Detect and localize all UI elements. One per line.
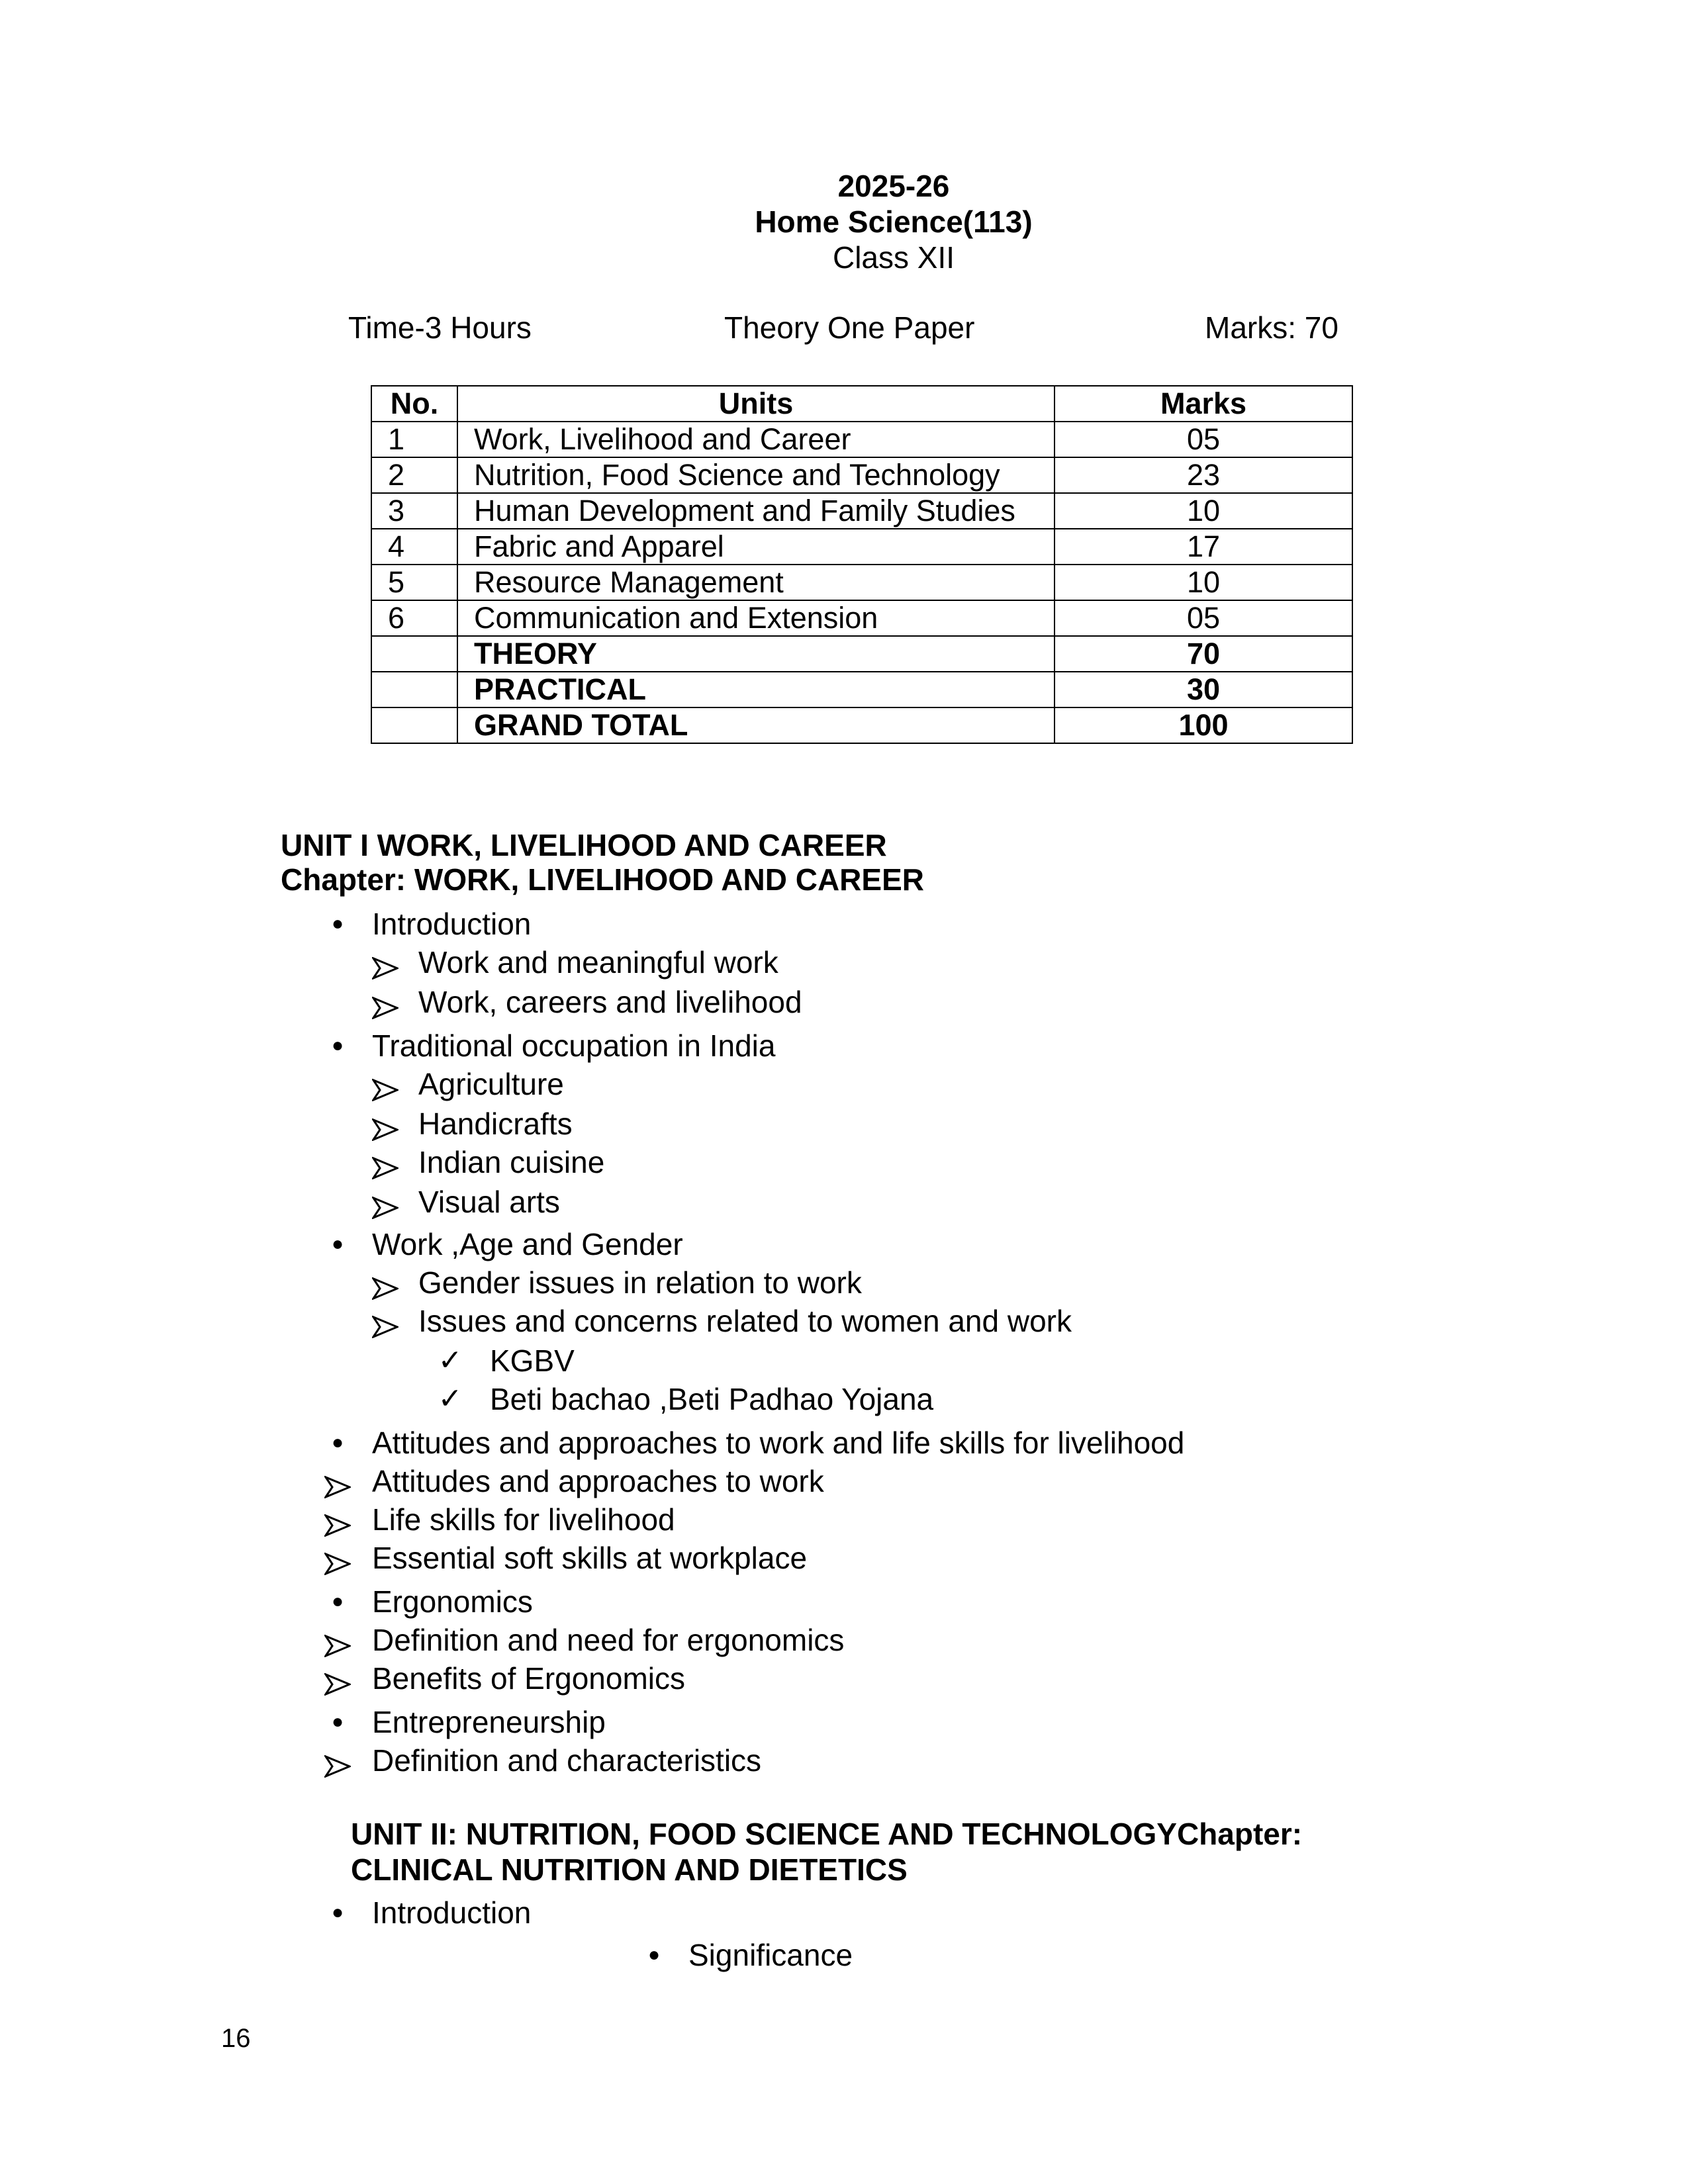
table-row bbox=[371, 457, 1352, 493]
table-row bbox=[371, 529, 1352, 565]
row-unit: Fabric and Apparel bbox=[457, 529, 1055, 565]
arrow-bullet-icon bbox=[372, 990, 399, 1027]
row-marks: 23 bbox=[1055, 457, 1352, 493]
arrow-bullet-icon bbox=[372, 1190, 399, 1227]
arrow-bullet-icon bbox=[372, 1112, 399, 1149]
row-marks: 17 bbox=[1055, 529, 1352, 565]
arrow-bullet-icon bbox=[372, 1309, 399, 1346]
row-marks: 10 bbox=[1055, 565, 1352, 600]
row-marks: 05 bbox=[1055, 600, 1352, 636]
paper-type: Theory One Paper bbox=[724, 310, 975, 345]
list-item-text: Indian cuisine bbox=[418, 1145, 605, 1179]
unit2-title-line2: CLINICAL NUTRITION AND DIETETICS bbox=[351, 1852, 908, 1887]
row-no-empty bbox=[371, 672, 457, 707]
checkmark-icon: ✓ bbox=[438, 1383, 463, 1415]
total-marks-value: 70 bbox=[1055, 636, 1352, 672]
subject-title: Home Science(113) bbox=[755, 205, 1033, 239]
bullet-dot-icon: ● bbox=[331, 1901, 344, 1923]
total-row-practical bbox=[371, 672, 1352, 707]
row-no: 6 bbox=[371, 600, 457, 636]
row-no: 5 bbox=[371, 565, 457, 600]
row-unit: Human Development and Family Studies bbox=[457, 493, 1055, 529]
list-item-text: Work, careers and livelihood bbox=[418, 985, 802, 1019]
list-item-text: Attitudes and approaches to work and life skills for livelihood bbox=[372, 1426, 1185, 1460]
arrow-bullet-icon bbox=[324, 1628, 351, 1665]
unit1-chapter: Chapter: WORK, LIVELIHOOD AND CAREER bbox=[281, 862, 924, 897]
time-duration: Time-3 Hours bbox=[348, 310, 532, 345]
arrow-bullet-icon bbox=[372, 1271, 399, 1308]
total-marks-value: 30 bbox=[1055, 672, 1352, 707]
table-row bbox=[371, 493, 1352, 529]
total-row-grand bbox=[371, 707, 1352, 743]
bullet-dot-icon: ● bbox=[331, 1432, 344, 1453]
row-no-empty bbox=[371, 636, 457, 672]
list-item-text: Gender issues in relation to work bbox=[418, 1265, 862, 1300]
bullet-dot-icon: ● bbox=[331, 1711, 344, 1733]
total-marks-value: 100 bbox=[1055, 707, 1352, 743]
row-no: 1 bbox=[371, 422, 457, 457]
total-label: THEORY bbox=[457, 636, 1055, 672]
class-label: Class XII bbox=[832, 240, 955, 275]
table-row bbox=[371, 565, 1352, 600]
row-no: 4 bbox=[371, 529, 457, 565]
unit2-title-line1: UNIT II: NUTRITION, FOOD SCIENCE AND TECHNOLOGYChapter: bbox=[351, 1817, 1303, 1851]
list-item-text: Life skills for livelihood bbox=[372, 1502, 675, 1537]
total-row-theory bbox=[371, 636, 1352, 672]
syllabus-year: 2025-26 bbox=[837, 169, 950, 203]
list-item-text: Handicrafts bbox=[418, 1107, 573, 1141]
total-label: GRAND TOTAL bbox=[457, 707, 1055, 743]
bullet-dot-icon: ● bbox=[331, 1034, 344, 1056]
row-no-empty bbox=[371, 707, 457, 743]
list-item-text: Introduction bbox=[372, 907, 532, 941]
marks-distribution-table bbox=[371, 385, 1353, 744]
table-row bbox=[371, 422, 1352, 457]
bullet-dot-icon: ● bbox=[647, 1944, 661, 1966]
arrow-bullet-icon bbox=[372, 1150, 399, 1187]
list-item-text: Work and meaningful work bbox=[418, 945, 778, 979]
list-item-text: Definition and need for ergonomics bbox=[372, 1623, 845, 1657]
row-marks: 05 bbox=[1055, 422, 1352, 457]
list-item-text: Visual arts bbox=[418, 1185, 560, 1219]
page-number: 16 bbox=[221, 2024, 251, 2053]
list-item-text: Attitudes and approaches to work bbox=[372, 1464, 824, 1498]
unit1-title: UNIT I WORK, LIVELIHOOD AND CAREER bbox=[281, 828, 887, 862]
row-unit: Work, Livelihood and Career bbox=[457, 422, 1055, 457]
list-item-text: Benefits of Ergonomics bbox=[372, 1661, 686, 1696]
row-unit: Nutrition, Food Science and Technology bbox=[457, 457, 1055, 493]
list-item-text: KGBV bbox=[490, 1343, 575, 1378]
row-no: 2 bbox=[371, 457, 457, 493]
total-marks: Marks: 70 bbox=[1205, 310, 1338, 345]
bullet-dot-icon: ● bbox=[331, 913, 344, 934]
list-item-text: Ergonomics bbox=[372, 1584, 533, 1619]
list-item-text: Issues and concerns related to women and work bbox=[418, 1304, 1072, 1338]
list-item-text: Agriculture bbox=[418, 1067, 564, 1101]
header-marks: Marks bbox=[1055, 386, 1352, 422]
checkmark-icon: ✓ bbox=[438, 1344, 463, 1377]
list-item-text: Significance bbox=[688, 1938, 853, 1972]
list-item-text: Traditional occupation in India bbox=[372, 1028, 776, 1063]
arrow-bullet-icon bbox=[372, 950, 399, 987]
arrow-bullet-icon bbox=[324, 1508, 351, 1545]
arrow-bullet-icon bbox=[324, 1546, 351, 1583]
arrow-bullet-icon bbox=[324, 1666, 351, 1704]
arrow-bullet-icon bbox=[324, 1749, 351, 1786]
header-no: No. bbox=[371, 386, 457, 422]
row-unit: Communication and Extension bbox=[457, 600, 1055, 636]
table-row bbox=[371, 600, 1352, 636]
row-no: 3 bbox=[371, 493, 457, 529]
list-item-text: Entrepreneurship bbox=[372, 1705, 606, 1739]
total-label: PRACTICAL bbox=[457, 672, 1055, 707]
list-item-text: Introduction bbox=[372, 1895, 532, 1930]
row-marks: 10 bbox=[1055, 493, 1352, 529]
bullet-dot-icon: ● bbox=[331, 1233, 344, 1255]
table-header-row bbox=[371, 386, 1352, 422]
header-units: Units bbox=[457, 386, 1055, 422]
list-item-text: Definition and characteristics bbox=[372, 1743, 762, 1778]
list-item-text: Work ,Age and Gender bbox=[372, 1227, 683, 1261]
arrow-bullet-icon bbox=[372, 1072, 399, 1109]
list-item-text: Essential soft skills at workplace bbox=[372, 1541, 808, 1575]
bullet-dot-icon: ● bbox=[331, 1590, 344, 1612]
arrow-bullet-icon bbox=[324, 1469, 351, 1506]
list-item-text: Beti bachao ,Beti Padhao Yojana bbox=[490, 1382, 934, 1416]
row-unit: Resource Management bbox=[457, 565, 1055, 600]
